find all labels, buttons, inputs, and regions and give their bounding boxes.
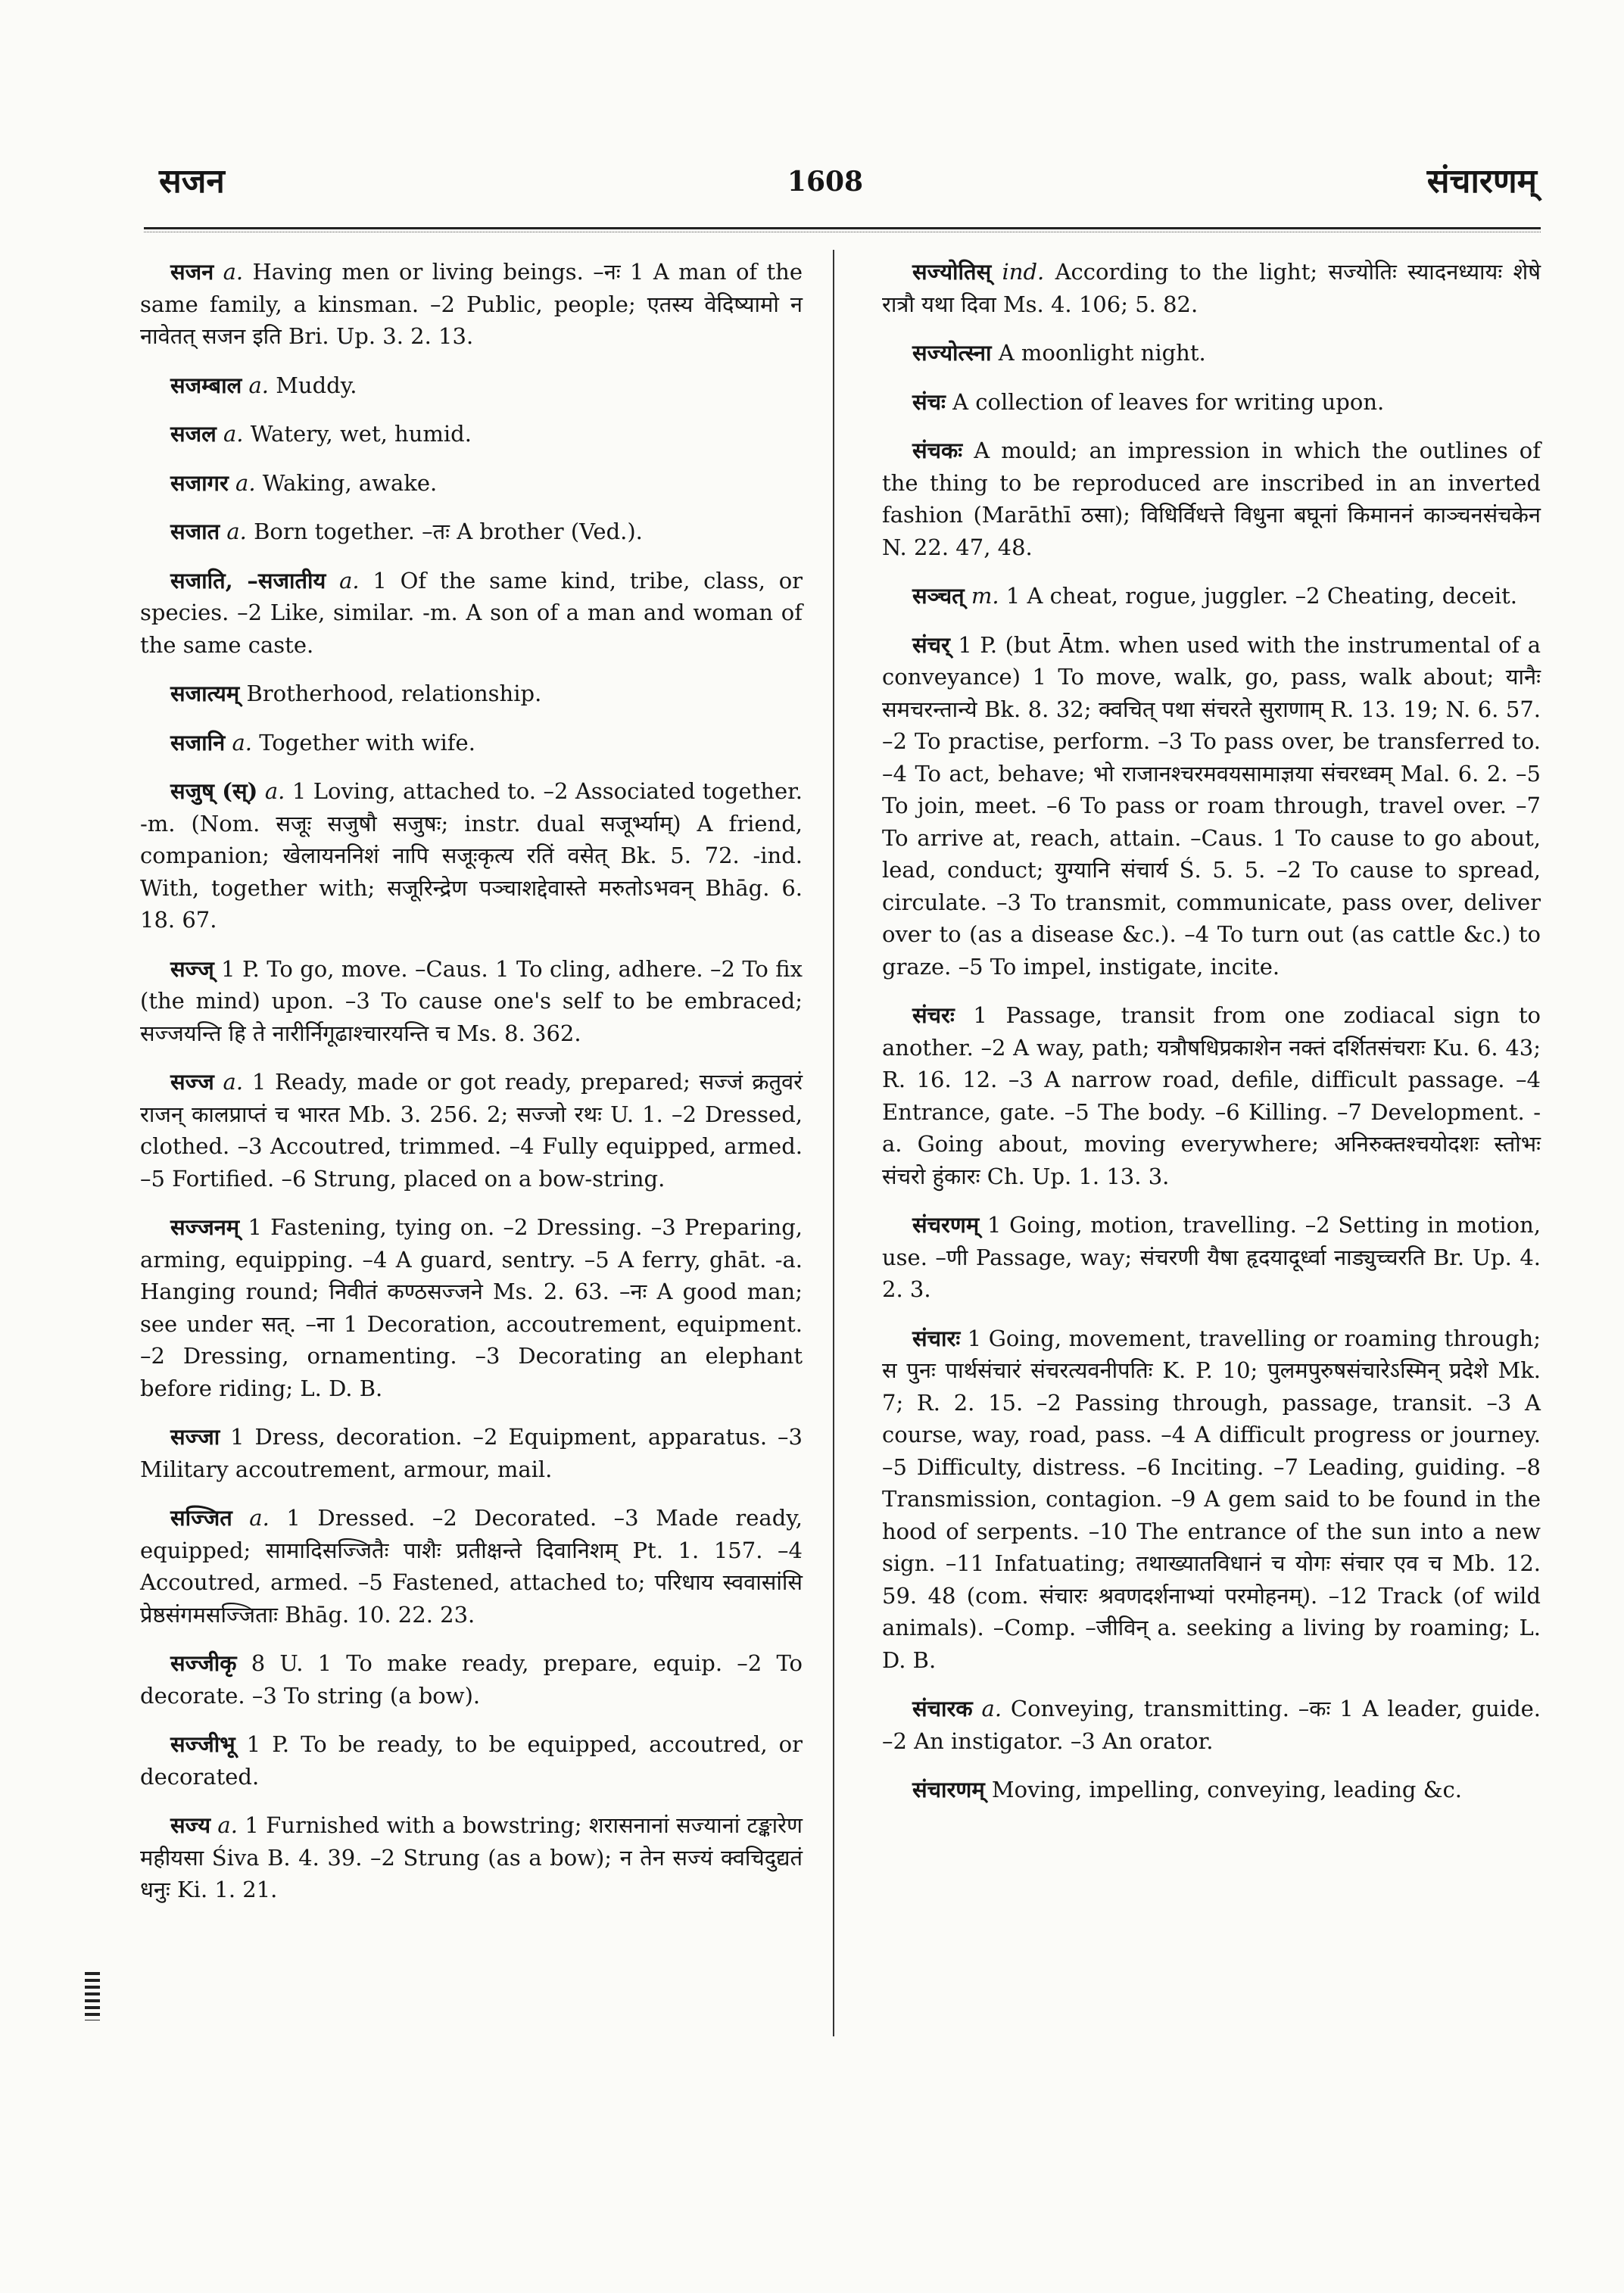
dictionary-entry: [140, 1647, 803, 1712]
dictionary-entry: [140, 256, 803, 353]
grammar-label: ind.: [1002, 259, 1045, 285]
headword: सजानि: [170, 729, 226, 756]
dictionary-entry: [140, 1211, 803, 1404]
page-number: 1608: [787, 166, 864, 198]
definition-text: 1 P. To go, move. –Caus. 1 To cling, adhere. –2 To fix (the mind) upon. –3 To cause one's self to be embraced; सज्जयन्ति हि ते नारीर्निगूढाश्चारयन्ति च Ms. 8. 362.: [140, 955, 803, 1046]
dictionary-entry: [882, 1774, 1541, 1806]
dictionary-entry: [140, 516, 803, 548]
dictionary-entry: [140, 1809, 803, 1906]
headword: सज्जा: [170, 1424, 220, 1450]
dictionary-entry: [140, 565, 803, 662]
headword: संचारक: [912, 1696, 973, 1721]
dictionary-entry: [140, 953, 803, 1050]
dictionary-entry: [140, 775, 803, 936]
definition-text: According to the light; सज्योतिः स्यादनध्यायः शेषे रात्रौ यथा दिवा Ms. 4. 106; 5. 82.: [882, 259, 1541, 317]
headword: सजम्बाल: [170, 372, 242, 398]
definition-text: Muddy.: [276, 372, 357, 398]
headword: सज्ज: [170, 1069, 214, 1095]
dictionary-entry: [882, 386, 1541, 419]
dictionary-entry: [882, 1323, 1541, 1677]
definition-text: 1 Fastening, tying on. –2 Dressing. –3 Preparing, arming, equipping. –4 A guard, sentry. –5 A ferry, ghāt. -a. Hanging round; निवीतं कण्ठसज्जने Ms. 2. 63. –नः A good man; see under सत्. –ना 1 Decoration, accoutrement, equipment. –2 Dressing, ornamenting. –3 Decorating an elephant before riding; L. D. B.: [140, 1214, 803, 1401]
dictionary-entry: [140, 1728, 803, 1793]
grammar-label: a.: [264, 778, 285, 804]
column-divider: [833, 250, 834, 2036]
definition-text: 1 Loving, attached to. –2 Associated together. -m. (Nom. सजूः सजुषौ सजुषः; instr. dual सजूर्भ्याम्) A friend, companion; खेलायननिशं नापि सजूःकृत्य रतिं वसेत् Bk. 5. 72. -ind. With, together with; सजूरिन्द्रेण पञ्चाशद्देवास्ते मरुतोऽभवन् Bhāg. 6. 18. 67.: [140, 778, 803, 933]
grammar-label: m.: [971, 583, 999, 609]
headword: सज्जीभू: [170, 1731, 235, 1757]
headword: संचारणम्: [912, 1777, 985, 1802]
definition-text: A collection of leaves for writing upon.: [952, 388, 1385, 415]
grammar-label: a.: [232, 729, 252, 756]
headword: सज्ज्: [170, 955, 214, 982]
headword: सज्योत्स्ना: [912, 340, 992, 366]
headword: सजन: [170, 259, 214, 285]
grammar-label: a.: [217, 1812, 238, 1838]
headword: संचारः: [912, 1325, 961, 1351]
definition-text: 1 Going, movement, travelling or roaming through; स पुनः पार्थसंचारं संचरत्यवनीपतिः K. P. 10; पुलमपुरुषसंचारेऽस्मिन् प्रदेशे Mk. 7; R. 2. 15. –2 Passing through, passage, transit. –3 A course, way, road, pass. –4 A difficult progress or journey. –5 Difficulty, distress. –6 Inciting. –7 Leading, guiding. –8 Transmission, contagion. –9 A gem said to be found in the hood of serpents. –10 The entrance of the sun into a new sign. –11 Infatuating; तथाख्यातविधानं च योगः संचार एव च Mb. 12. 59. 48 (com. संचारः श्रवणदर्शनाभ्यां परमोहनम्). –12 Track (of wild animals). –Comp. –जीविन् a. seeking a living by roaming; L. D. B.: [882, 1325, 1541, 1673]
grammar-label: a.: [249, 1505, 270, 1531]
definition-text: Born together. –तः A brother (Ved.).: [254, 519, 643, 544]
definition-text: A moonlight night.: [998, 340, 1206, 366]
definition-text: Having men or living beings. –नः 1 A man of the same family, a kinsman. –2 Public, people; एतस्य वेदिष्यामो न नावेतत् सजन इति Bri. Up. 3. 2. 13.: [140, 259, 803, 349]
definition-text: Brotherhood, relationship.: [246, 681, 542, 706]
grammar-label: a.: [235, 469, 256, 496]
grammar-label: a.: [226, 519, 247, 544]
dictionary-entry: [882, 629, 1541, 983]
headword: सजात: [170, 519, 220, 544]
definition-text: 1 Dress, decoration. –2 Equipment, apparatus. –3 Military accoutrement, armour, mail.: [140, 1424, 803, 1482]
headword: सज्जीकृ: [170, 1650, 237, 1676]
definition-text: 1 Going, motion, travelling. –2 Setting in motion, use. –णी Passage, way; संचरणी यैषा हृदयादूर्ध्वा नाड्युच्चरति Br. Up. 4. 2. 3.: [882, 1212, 1541, 1302]
definition-text: 8 U. 1 To make ready, prepare, equip. –2 To decorate. –3 To string (a bow).: [140, 1650, 803, 1709]
dictionary-entry: [140, 369, 803, 402]
headword: सजागर: [170, 469, 229, 496]
headword: सजाति, –सजातीय: [170, 567, 326, 594]
dictionary-entry: [882, 1209, 1541, 1306]
grammar-label: a.: [223, 259, 244, 285]
grammar-label: a.: [223, 1069, 244, 1095]
definition-text: 1 Ready, made or got ready, prepared; सज्जं क्रतुवरं राजन् कालप्राप्तं च भारत Mb. 3. 256. 2; सज्जो रथः U. 1. –2 Dressed, clothed. –3 Accoutred, trimmed. –4 Fully equipped, armed. –5 Fortified. –6 Strung, placed on a bow-string.: [140, 1069, 803, 1192]
headword: सञ्चत्: [912, 583, 965, 609]
headword: सजल: [170, 421, 217, 447]
dictionary-entry: [882, 256, 1541, 320]
margin-binding-mark: [85, 1972, 100, 2020]
definition-text: 1 Passage, transit from one zodiacal sign to another. –2 A way, path; यत्रौषधिप्रकाशेन नक्तं दर्शितसंचराः Ku. 6. 43; R. 16. 12. –3 A narrow road, defile, difficult passage. –4 Entrance, gate. –5 The body. –6 Killing. –7 Development. -a. Going about, moving everywhere; अनिरुक्तश्चयोदशः स्तोभः संचरो हुंकारः Ch. Up. 1. 13. 3.: [882, 1002, 1541, 1189]
headword: सज्य: [170, 1812, 211, 1838]
definition-text: 1 P. To be ready, to be equipped, accoutred, or decorated.: [140, 1731, 803, 1790]
dictionary-entry: [140, 678, 803, 710]
definition-text: 1 Furnished with a bowstring; शरासनानां सज्यानां टङ्कारेण महीयसा Śiva B. 4. 39. –2 Strung (as a bow); न तेन सज्यं क्वचिदुद्यतं धनुः Ki. 1. 21.: [140, 1812, 803, 1902]
definition-text: Together with wife.: [259, 729, 475, 756]
headword: सज्योतिस्: [912, 259, 992, 285]
dictionary-entry: [882, 337, 1541, 369]
grammar-label: a.: [981, 1696, 1002, 1721]
dictionary-entry: [882, 1693, 1541, 1757]
headword: संचकः: [912, 438, 963, 463]
running-head-left: सजन: [159, 162, 225, 201]
grammar-label: a.: [223, 421, 244, 447]
definition-text: Watery, wet, humid.: [250, 421, 472, 447]
definition-text: 1 A cheat, rogue, juggler. –2 Cheating, deceit.: [1005, 583, 1518, 609]
headword: संचः: [912, 388, 946, 415]
dictionary-entry: [140, 1066, 803, 1195]
dictionary-entry: [140, 1502, 803, 1631]
headword: संचर्: [912, 631, 950, 658]
dictionary-entry: [882, 435, 1541, 563]
dictionary-entry: [882, 580, 1541, 612]
grammar-label: a.: [248, 372, 270, 398]
definition-text: Moving, impelling, conveying, leading &c.: [991, 1777, 1462, 1802]
header-rule: [144, 227, 1541, 229]
right-column: [882, 256, 1541, 1823]
running-head-right: संचारणम्: [1426, 162, 1537, 201]
dictionary-entry: [140, 1421, 803, 1485]
headword: सज्जनम्: [170, 1214, 240, 1240]
definition-text: A mould; an impression in which the outlines of the thing to be reproduced are inscribed in an inverted fashion (Marāthī ठसा); विधिर्विधत्ते विधुना बघूनां किमाननं काञ्चनसंचकेन N. 22. 47, 48.: [882, 438, 1541, 560]
headword: संचरणम्: [912, 1212, 980, 1238]
headword: सज्जित: [170, 1505, 232, 1531]
dictionary-entry: [140, 467, 803, 500]
grammar-label: a.: [339, 567, 360, 594]
dictionary-entry: [140, 727, 803, 759]
left-column: [140, 256, 803, 1923]
headword: संचरः: [912, 1002, 955, 1028]
dictionary-entry: [140, 418, 803, 450]
definition-text: Conveying, transmitting. –कः 1 A leader, guide. –2 An instigator. –3 An orator.: [882, 1696, 1541, 1754]
definition-text: 1 Dressed. –2 Decorated. –3 Made ready, equipped; सामादिसज्जितैः पाशैः प्रतीक्षन्ते दिवानिशम् Pt. 1. 157. –4 Accoutred, armed. –5 Fastened, attached to; परिधाय स्ववासांसि प्रेष्ठसंगमसज्जिताः Bhāg. 10. 22. 23.: [140, 1505, 803, 1628]
headword: सजुष् (स्): [170, 778, 258, 804]
dictionary-entry: [882, 999, 1541, 1192]
definition-text: 1 P. (but Ātm. when used with the instrumental of a conveyance) 1 To move, walk, go, pass, walk about; यानैः समचरन्तान्ये Bk. 8. 32; क्वचित् पथा संचरते सुराणाम् R. 13. 19; N. 6. 57. –2 To practise, perform. –3 To pass over, be transferred to. –4 To act, behave; भो राजानश्चरमवयसामाज्ञया संचरध्वम् Mal. 6. 2. –5 To join, meet. –6 To pass or roam through, travel over. –7 To arrive at, reach, attain. –Caus. 1 To cause to go about, lead, conduct; युग्यानि संचार्य Ś. 5. 5. –2 To cause to spread, circulate. –3 To transmit, communicate, pass over, deliver over to (as a disease &c.). –4 To turn out (as cattle &c.) to graze. –5 To impel, instigate, incite.: [882, 631, 1541, 980]
definition-text: Waking, awake.: [262, 469, 438, 496]
definition-text: 1 Of the same kind, tribe, class, or species. –2 Like, similar. -m. A son of a man and woman of the same caste.: [140, 567, 803, 658]
headword: सजात्यम्: [170, 681, 240, 706]
